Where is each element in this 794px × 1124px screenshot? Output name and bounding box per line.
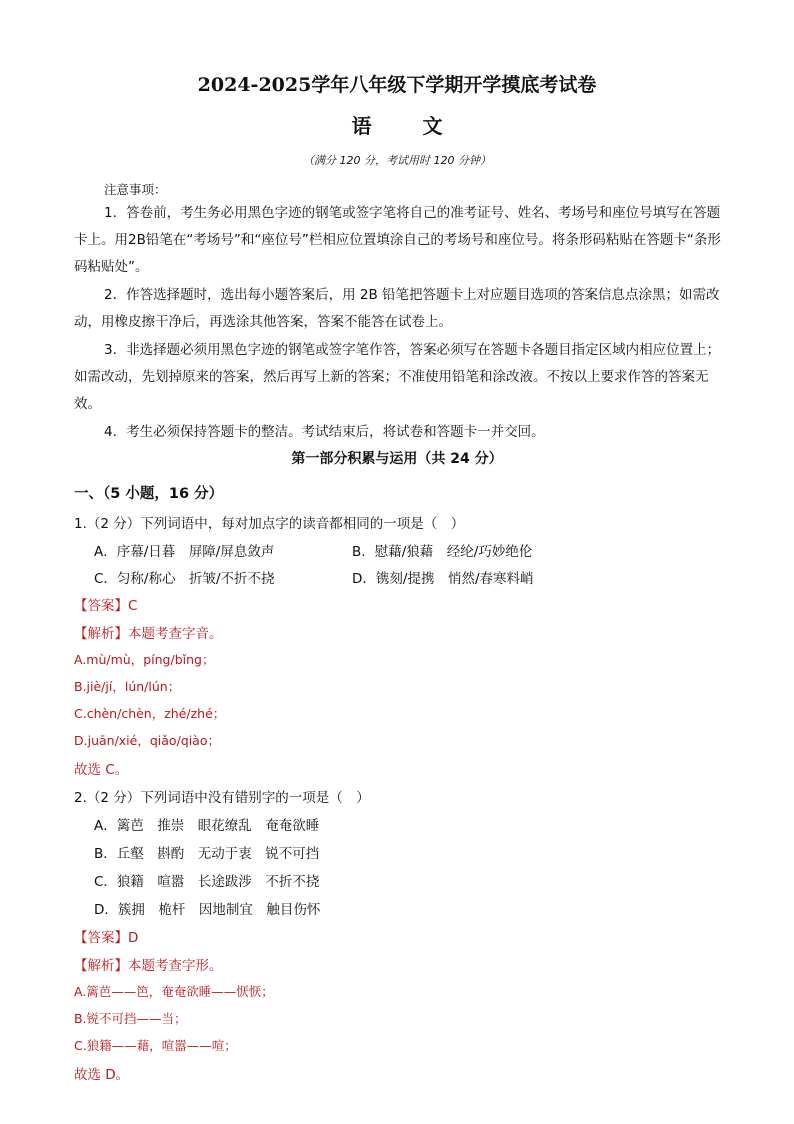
q2-option-a: A．篱芭 推崇 眼花缭乱 奄奄欲睡: [94, 818, 320, 834]
q1-answer-label: 【答案】: [74, 598, 128, 614]
q2-analysis: [74, 954, 223, 974]
notice-item-4: 4．考生必须保持答题卡的整洁。考试结束后，将试卷和答题卡一并交回。: [104, 424, 545, 440]
q2-option-b: B．丘壑 斟酌 无动于衷 锐不可挡: [94, 846, 320, 862]
q2-conclusion: 故选 D。: [74, 1067, 130, 1083]
notice-item-1: 1．答卷前，考生务必用黑色字迹的钢笔或签字笔将自己的准考证号、姓名、考场号和座位号填写在答题卡上。用2B铅笔在“考场号”和“座位号”栏相应位置填涂自己的考场号和座位号。将条形码粘贴在答题卡“条形码粘贴处”。: [74, 205, 721, 275]
q1-analysis-text: 本题考查字音。: [128, 626, 223, 642]
exam-title: 2024-2025学年八年级下学期开学摸底考试卷: [197, 74, 597, 96]
part-title: 第一部分积累与运用（共 24 分）: [291, 451, 503, 467]
q2-answer: [74, 926, 138, 946]
q1-answer: [74, 594, 137, 614]
q2-stem: 2.（2 分）下列词语中没有错别字的一项是（ ）: [74, 790, 370, 806]
q1-analysis-label: 【解析】: [74, 626, 128, 642]
q1-analysis: [74, 622, 223, 642]
q1-analysis-line-d: D.juān/xié，qiǎo/qiào；: [74, 733, 220, 748]
q1-option-c: C．匀称/称心 折皱/不折不挠: [94, 571, 275, 587]
q2-option-d: D．簇拥 桅杆 因地制宜 触目伤怀: [94, 902, 321, 918]
q2-answer-value: D: [128, 930, 139, 946]
section-heading: 一、（5 小题，16 分）: [74, 486, 224, 502]
q2-answer-label: 【答案】: [74, 930, 128, 946]
q1-analysis-line-b: B.jiè/jí，lún/lún；: [74, 679, 181, 694]
q2-analysis-line-a: A.篱芭——笆，奄奄欲睡——恹恹；: [74, 984, 274, 999]
q1-option-a: A．序幕/日暮 屏障/屏息敛声: [94, 544, 275, 560]
q1-option-d: D．镌刻/提携 悄然/春寒料峭: [352, 571, 534, 587]
q1-answer-value: C: [128, 598, 138, 614]
subject-title: 语 文: [351, 114, 465, 138]
q1-analysis-line-c: C.chèn/chèn，zhé/zhé；: [74, 706, 226, 721]
q2-analysis-text: 本题考查字形。: [128, 958, 223, 974]
q1-conclusion: 故选 C。: [74, 762, 129, 778]
q2-option-c: C．狼籍 喧嚣 长途跋涉 不折不挠: [94, 874, 320, 890]
notice-item-3: 3．非选择题必须用黑色字迹的钢笔或签字笔作答，答案必须写在答题卡各题目指定区域内相应位置上；如需改动，先划掉原来的答案，然后再写上新的答案；不准使用铅笔和涂改液。不按以上要求作答的答案无效。: [74, 342, 721, 412]
notices-heading: 注意事项：: [104, 182, 167, 197]
q1-stem: 1.（2 分）下列词语中，每对加点字的读音都相同的一项是（ ）: [74, 516, 465, 532]
q2-analysis-label: 【解析】: [74, 958, 128, 974]
score-time-note: （满分 120 分，考试用时 120 分钟）: [303, 154, 491, 167]
q1-analysis-line-a: A.mù/mù，píng/bǐng；: [74, 652, 215, 667]
q2-analysis-line-b: B.锐不可挡——当；: [74, 1011, 187, 1026]
q1-option-b: B．慰藉/狼藉 经纶/巧妙绝伦: [352, 544, 533, 560]
notice-item-2: 2．作答选择题时，选出每小题答案后，用 2B 铅笔把答题卡上对应题目选项的答案信息点涂黑；如需改动，用橡皮擦干净后，再选涂其他答案，答案不能答在试卷上。: [74, 287, 720, 330]
q2-analysis-line-c: C.狼籍——藉，喧嚣——喧；: [74, 1038, 237, 1053]
